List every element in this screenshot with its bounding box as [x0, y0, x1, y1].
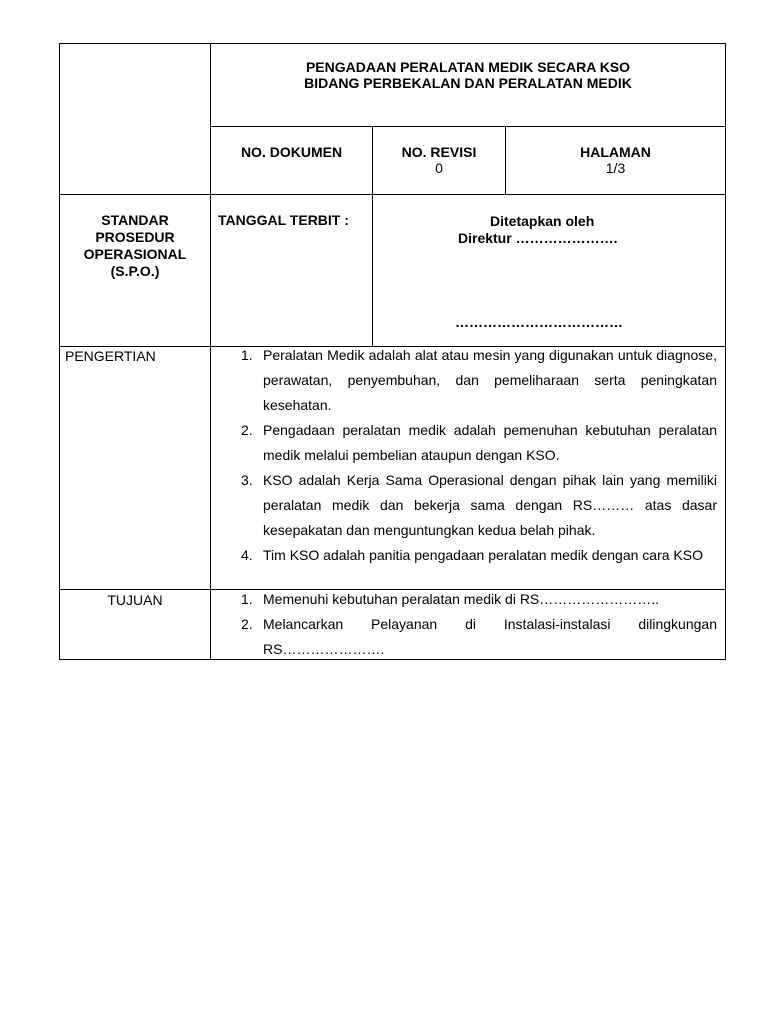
no-revisi-value: 0 [435, 160, 443, 176]
spo-label-line4: (S.P.O.) [110, 263, 160, 279]
list-item: 1. Memenuhi kebutuhan peralatan medik di RS…………………….. [241, 591, 660, 607]
spo-document [59, 43, 726, 660]
border-top [59, 43, 726, 44]
pengertian-list [231, 343, 717, 568]
ditetapkan-oleh: Ditetapkan oleh [490, 213, 595, 229]
tanggal-terbit-label: TANGGAL TERBIT : [218, 212, 349, 228]
rule-below-title [210, 126, 726, 127]
list-item: 2. Pengadaan peralatan medik adalah pemenuhan kebutuhan peralatan medik melalui pembelian ataupun dengan KSO. [241, 422, 717, 463]
tujuan-list [231, 587, 717, 662]
pengertian-label: PENGERTIAN [65, 348, 156, 364]
list-item: 4. Tim KSO adalah panitia pengadaan peralatan medik dengan cara KSO [241, 547, 703, 563]
direktur-label: Direktur …………………. [458, 230, 618, 246]
rule-column-divider [210, 43, 211, 660]
document-title-line1: PENGADAAN PERALATAN MEDIK SECARA KSO [305, 59, 631, 75]
spo-label-line2: PROSEDUR [95, 229, 175, 245]
border-right [725, 43, 726, 660]
list-item: 2. Melancarkan Pelayanan di Instalasi-instalasi dilingkungan RS…………………. [241, 616, 717, 657]
tujuan-label: TUJUAN [107, 592, 163, 608]
list-item: 3. KSO adalah Kerja Sama Operasional dengan pihak lain yang memiliki peralatan medik dan bekerja sama dengan RS……… atas dasar kesepakatan dan menguntungkan kedua belah pihak. [241, 472, 717, 538]
document-title-line2: BIDANG PERBEKALAN DAN PERALATAN MEDIK [304, 75, 632, 91]
spo-label-line1: STANDAR [101, 212, 169, 228]
no-dokumen-label: NO. DOKUMEN [240, 144, 343, 160]
list-item: 1. Peralatan Medik adalah alat atau mesin yang digunakan untuk diagnose, perawatan, penyembuhan, dan pemeliharaan serta peningkatan kesehatan. [241, 347, 717, 413]
halaman-value: 1/3 [605, 160, 626, 176]
border-left [59, 43, 60, 660]
rule-below-info [59, 194, 726, 195]
spo-label-line3: OPERASIONAL [83, 246, 187, 262]
halaman-label: HALAMAN [580, 144, 651, 160]
signature-line: ……………………………… [455, 314, 623, 330]
no-revisi-label: NO. REVISI [401, 144, 477, 160]
